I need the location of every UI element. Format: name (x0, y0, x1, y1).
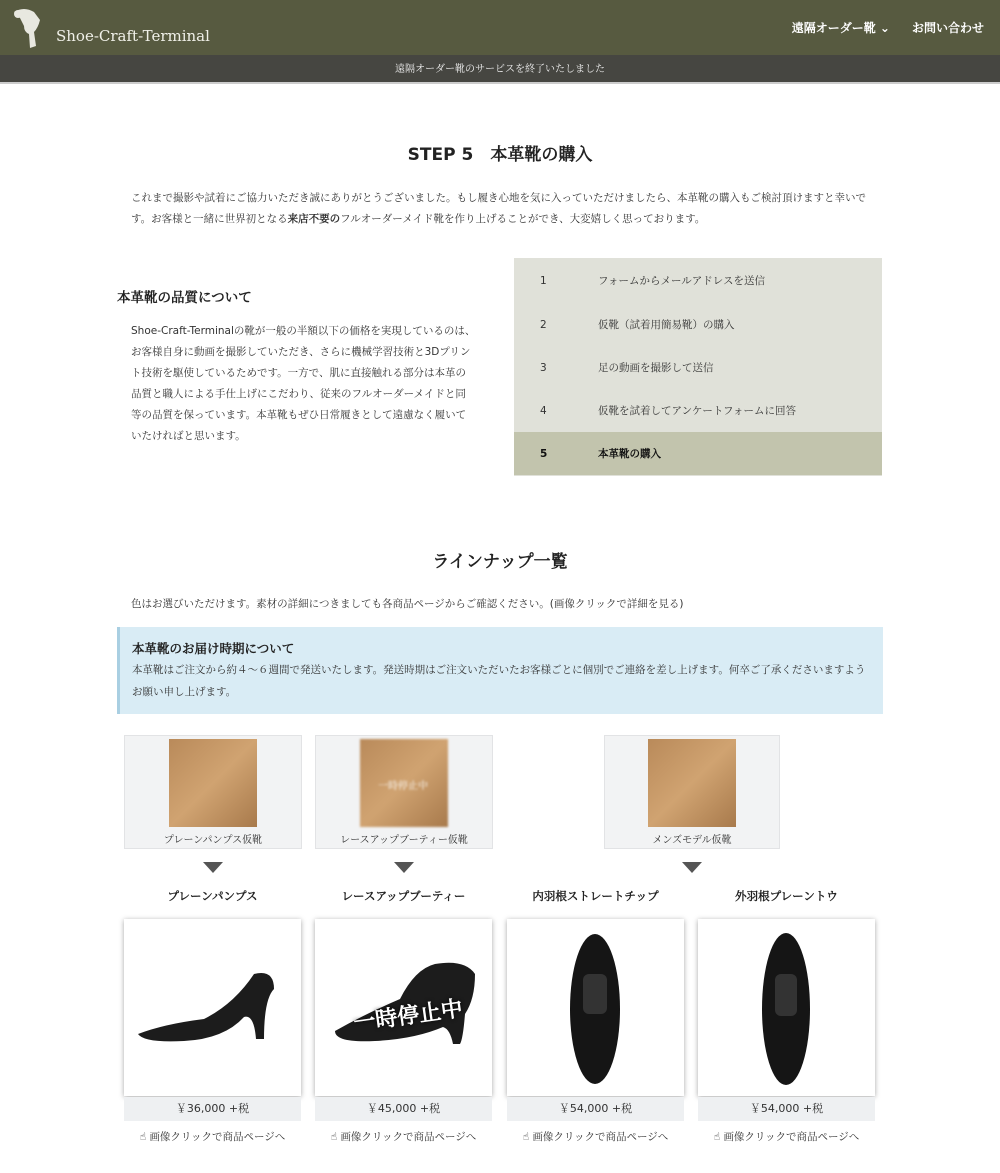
product-name: 内羽根ストレートチップ (532, 889, 659, 903)
delivery-info-box (117, 627, 883, 714)
step-number: 4 (540, 404, 547, 417)
oxford-shoe-icon (507, 919, 684, 1096)
product-image-plain-toe[interactable] (698, 919, 875, 1096)
step-label: 本革靴の購入 (598, 448, 661, 460)
quality-text: Shoe-Craft-Terminalの靴が一般の半額以下の価格を実現しているのは、お客様自身に動画を撮影していただき、さらに機械学習技術と3Dプリント技術を駆使しているためです。一方で、肌に直接触れる部分は本革の品質と職人による手仕上げにこだわり、従来のフルオーダーメイドと同等の品質を保っています。本革靴もぜひ日常履きとして遠慮なく履いていたければと思います。 (131, 325, 476, 442)
step-item (514, 389, 882, 432)
step-item (514, 346, 882, 389)
product-link-label: 画像クリックで商品ページへ (532, 1131, 669, 1143)
step-label: 仮靴を試着してアンケートフォームに回答 (598, 405, 797, 417)
step-item-active (514, 432, 882, 475)
craftsman-logo-icon (10, 6, 50, 50)
nav-remote-order[interactable]: 遠隔オーダー靴 ⌄ (791, 21, 890, 35)
intro-before: これまで撮影や試着にご協力いただき誠にありがとうございました。もし履き心地を気に入っていただけましたら、本革靴の購入もご検討頂けますと幸いです。お客様と一緒に世界初となる (131, 192, 866, 225)
product-link[interactable] (507, 1129, 684, 1144)
trial-shoe-image[interactable] (648, 739, 736, 827)
product-link[interactable] (698, 1129, 875, 1144)
product-name: 外羽根プレーントウ (735, 889, 838, 903)
paused-overlay: 一時停止中 (352, 996, 465, 1037)
trial-caption: レースアップブーティー仮靴 (340, 835, 468, 846)
product-link-label: 画像クリックで商品ページへ (723, 1131, 860, 1143)
product-name: プレーンパンプス (167, 889, 258, 903)
site-header (0, 0, 1000, 55)
quality-heading: 本革靴の品質について (117, 290, 252, 306)
step-number: 2 (540, 318, 547, 331)
delivery-info-text: 本革靴はご注文から約４～６週間で発送いたします。発送時期はご注文いただいたお客様ごとに個別でご連絡を差し上げます。何卒ご了承くださいますようお願い申し上げます。 (132, 664, 866, 698)
trial-shoe-image[interactable] (169, 739, 257, 827)
product-link-label: 画像クリックで商品ページへ (149, 1131, 286, 1143)
pointing-hand-icon: ☝ (330, 1131, 338, 1143)
intro-after: フルオーダーメイド靴を作り上げることができ、大変嬉しく思っております。 (340, 213, 706, 225)
down-arrow-icon (682, 862, 702, 873)
product-name: レースアップブーティー (341, 889, 466, 903)
steps-list (514, 258, 882, 476)
step-number: 3 (540, 361, 547, 374)
delivery-info-title: 本革靴のお届け時期について (132, 641, 295, 656)
product-price: ￥54,000 +税 (507, 1097, 684, 1121)
product-price: ￥54,000 +税 (698, 1097, 875, 1121)
trial-card[interactable] (124, 735, 302, 849)
pointing-hand-icon: ☝ (522, 1131, 530, 1143)
step-number: 1 (540, 274, 547, 287)
lineup-note: 色はお選びいただけます。素材の詳細につきましても各商品ページからご確認ください。(画像クリックで詳細を見る) (131, 598, 684, 610)
intro-text (131, 188, 871, 230)
pump-shoe-icon (124, 919, 301, 1096)
step-label: 仮靴（試着用簡易靴）の購入 (598, 319, 735, 331)
trial-caption: メンズモデル仮靴 (652, 835, 732, 846)
step-item (514, 258, 882, 303)
down-arrow-icon (203, 862, 223, 873)
product-link[interactable] (124, 1129, 301, 1144)
trial-card[interactable] (604, 735, 780, 849)
step-item (514, 303, 882, 346)
notice-bar: 遠隔オーダー靴のサービスを終了いたしました (0, 55, 1000, 84)
product-price: ￥36,000 +税 (124, 1097, 301, 1121)
pointing-hand-icon: ☝ (139, 1131, 147, 1143)
step-number: 5 (540, 447, 548, 460)
intro-bold: 来店不要の (287, 213, 341, 225)
derby-shoe-icon (698, 919, 875, 1096)
down-arrow-icon (394, 862, 414, 873)
product-image-pumps[interactable] (124, 919, 301, 1096)
lineup-title: ラインナップ一覧 (432, 552, 568, 572)
trial-shoe-image[interactable] (360, 739, 448, 827)
product-link-label: 画像クリックで商品ページへ (340, 1131, 477, 1143)
logo[interactable]: Shoe-Craft-Terminal (10, 6, 210, 50)
product-price: ￥45,000 +税 (315, 1097, 492, 1121)
trial-caption: プレーンパンプス仮靴 (163, 835, 263, 846)
nav-contact[interactable]: お問い合わせ (911, 21, 984, 35)
product-image-bootie[interactable] (315, 919, 492, 1096)
step-label: フォームからメールアドレスを送信 (598, 275, 765, 287)
trial-card[interactable] (315, 735, 493, 849)
product-link[interactable] (315, 1129, 492, 1144)
product-image-straight-tip[interactable] (507, 919, 684, 1096)
pointing-hand-icon: ☝ (713, 1131, 721, 1143)
page-title: STEP 5 本革靴の購入 (407, 145, 593, 165)
paused-overlay: 一時停止中 (378, 781, 428, 792)
step-label: 足の動画を撮影して送信 (598, 362, 714, 374)
